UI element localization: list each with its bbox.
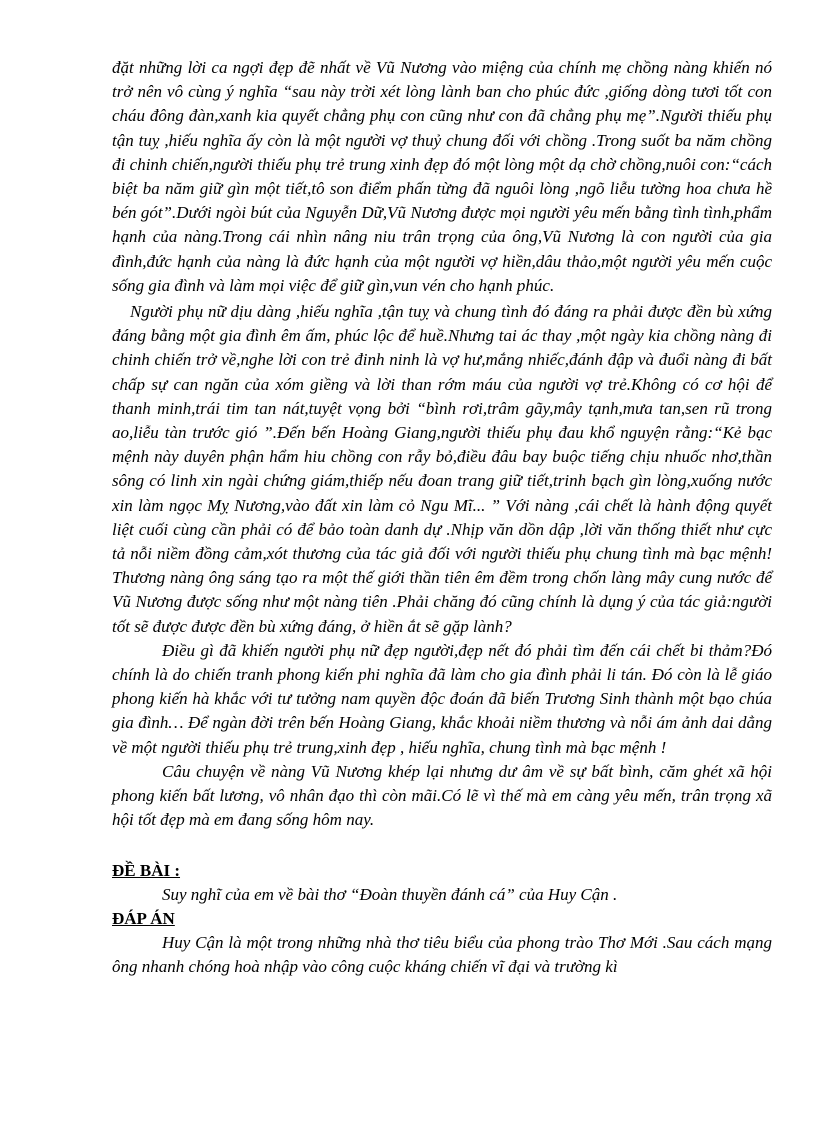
document-page (112, 56, 772, 979)
answer-paragraph: Huy Cận là một trong những nhà thơ tiêu biểu của phong trào Thơ Mới .Sau cách mạng ông nhanh chóng hoà nhập vào công cuộc kháng chiến vĩ đại và trường kì (112, 932, 772, 976)
essay-paragraph-4: Câu chuyện về nàng Vũ Nương khép lại nhưng dư âm về sự bất bình, căm ghét xã hội phong kiến bất lương, vô nhân đạo thì còn mãi.Có lẽ vì thế mà em càng yêu mến, trân trọng xã hội tốt đẹp mà em đang sống hôm nay. (112, 761, 772, 830)
exercise-section (112, 859, 772, 979)
answer-heading: ĐÁP ÁN (112, 908, 175, 928)
essay-paragraph-1: đặt những lời ca ngợi đẹp đẽ nhất về Vũ Nương vào miệng của chính mẹ chồng nàng khiến nó trở nên vô cùng ý nghĩa “sau này trời xét lòng lành ban cho phúc đức ,giống dòng tươi tốt con cháu đông đàn,xanh kia quyết chẳng phụ con cũng như con đã chẳng phụ mẹ”.Người thiếu phụ tận tuỵ ,hiếu nghĩa ấy còn là một người vợ thuỷ chung đối với chồng .Trong suốt ba năm chồng đi chinh chiến,người thiếu phụ trẻ trung xinh đẹp đó một lòng một dạ chờ chồng,nuôi con:“cách biệt ba năm giữ gìn một tiết,tô son điểm phấn từng đã nguôi lòng ,ngõ liễu tường hoa chưa hề bén gót”.Dưới ngòi bút của Nguyễn Dữ,Vũ Nương được mọi người yêu mến bằng tình tình,phẩm hạnh của nàng.Trong cái nhìn nâng niu trân trọng của ông,Vũ Nương là con người của gia đình,đức hạnh của nàng là đức hạnh của một người vợ hiền,dâu thảo,một người yêu mến cuộc sống gia đình và làm mọi việc để giữ gìn,vun vén cho hạnh phúc. (112, 58, 772, 295)
essay-paragraph-3: Điều gì đã khiến người phụ nữ đẹp người,đẹp nết đó phải tìm đến cái chết bi thảm?Đó chính là do chiến tranh phong kiến phi nghĩa đã làm cho gia đình phải li tán. Đó còn là lễ giáo phong kiến hà khắc với tư tưởng nam quyền độc đoán đã biến Trương Sinh thành một bạo chúa gia đình… Để ngàn đời trên bến Hoàng Giang, khắc khoải niềm thương và nỗi ám ảnh dai dẳng về một người thiếu phụ trẻ trung,xinh đẹp , hiếu nghĩa, chung tình mà bạc mệnh ! (112, 640, 772, 757)
exercise-prompt: Suy nghĩ của em về bài thơ “Đoàn thuyền đánh cá” của Huy Cận . (162, 884, 618, 904)
essay-paragraph-2: Người phụ nữ dịu dàng ,hiếu nghĩa ,tận tuỵ và chung tình đó đáng ra phải được đền bù xứng đáng bằng một gia đình êm ấm, phúc lộc để huề.Nhưng tai ác thay ,một ngày kia chồng nàng đi chinh chiến trở về,nghe lời con trẻ đinh ninh là vợ hư,mắng nhiếc,đánh đập và đuổi nàng đi bất chấp sự can ngăn của xóm giềng và lời than rớm máu của người vợ trẻ.Không có cơ hội để thanh minh,trái tim tan nát,tuyệt vọng bởi “bình rơi,trâm gãy,mây tạnh,mưa tan,sen rũ trong ao,liễu tàn trước gió ”.Đến bến Hoàng Giang,người thiếu phụ đau khổ nguyện rằng:“Kẻ bạc mệnh này duyên phận hẩm hiu chồng con rẫy bỏ,điều đâu bay buộc tiếng chịu nhuốc nhơ,thần sông có linh xin ngài chứng giám,thiếp nếu đoan trang giữ tiết,trinh bạch gìn lòng,xuống nước xin làm ngọc Mỵ Nương,vào đất xin làm cỏ Ngu Mĩ... ” Với nàng ,cái chết là hành động quyết liệt cuối cùng cần phải có để bảo toàn danh dự .Nhịp văn dồn dập ,lời văn thống thiết như cực tả nỗi niềm đồng cảm,xót thương của tác giả đối với người thiếu phụ chung tình mà bạc mệnh! Thương nàng ông sáng tạo ra một thế giới thần tiên êm đềm trong chốn làng mây cung nước để Vũ Nương được sống như một nàng tiên .Phải chăng đó cũng chính là dụng ý của tác giả:người tốt sẽ được được đền bù xứng đáng, ở hiền ắt sẽ gặp lành? (112, 302, 772, 636)
exercise-heading: ĐỀ BÀI : (112, 860, 181, 880)
